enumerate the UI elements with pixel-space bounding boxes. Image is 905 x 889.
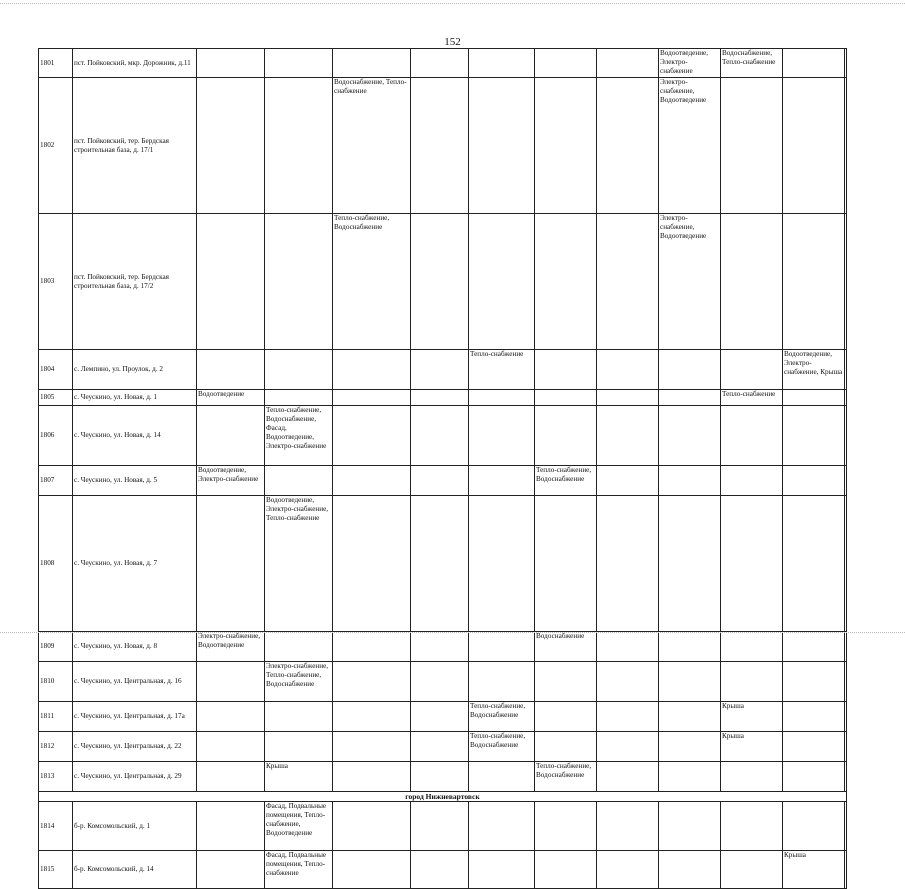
row-number: 1815 [39, 851, 73, 889]
table-body-city [39, 802, 847, 889]
work-cell [411, 406, 469, 466]
work-cell [197, 702, 265, 732]
work-cell [197, 496, 265, 632]
work-cell [783, 78, 845, 214]
work-cell [597, 762, 659, 792]
work-cell [333, 732, 411, 762]
work-cell [197, 214, 265, 350]
work-cell: Крыша [783, 851, 845, 889]
work-cell [783, 632, 845, 662]
table-body-rural [39, 49, 847, 792]
work-cell [783, 662, 845, 702]
work-cell: Водоснабжение [535, 632, 597, 662]
work-cell [845, 406, 847, 466]
work-cell: Электро-снабжение, Водоотведение [197, 632, 265, 662]
work-cell [265, 466, 333, 496]
work-cell [845, 762, 847, 792]
table-section-city [39, 792, 847, 802]
work-cell [721, 78, 783, 214]
row-number: 1804 [39, 350, 73, 390]
work-cell [721, 632, 783, 662]
work-cell [845, 214, 847, 350]
work-cell [845, 78, 847, 214]
work-cell [721, 496, 783, 632]
row-number: 1814 [39, 802, 73, 851]
work-cell [411, 496, 469, 632]
work-cell [197, 732, 265, 762]
table-row [39, 78, 847, 214]
work-cell [783, 390, 845, 406]
work-cell [265, 78, 333, 214]
work-cell: Водоснабжение, Тепло-снабжение [721, 49, 783, 78]
section-heading-row [39, 792, 847, 802]
work-cell [597, 496, 659, 632]
work-cell [411, 632, 469, 662]
work-cell [721, 762, 783, 792]
row-address: с. Чеускино, ул. Центральная, д. 29 [73, 762, 197, 792]
work-cell [333, 762, 411, 792]
work-cell [845, 49, 847, 78]
work-cell [535, 350, 597, 390]
row-address: пст. Пойковский, тер. Бердская строительная база, д. 17/2 [73, 214, 197, 350]
work-cell [333, 662, 411, 702]
work-cell [333, 406, 411, 466]
row-number: 1807 [39, 466, 73, 496]
work-cell [535, 496, 597, 632]
work-cell [845, 632, 847, 662]
work-cell [535, 78, 597, 214]
work-cell [333, 350, 411, 390]
work-cell [411, 49, 469, 78]
work-cell [469, 78, 535, 214]
repair-schedule-table [38, 48, 847, 889]
work-cell [265, 702, 333, 732]
work-cell [535, 802, 597, 851]
row-address: пст. Пойковский, тер. Бердская строительная база, д. 17/1 [73, 78, 197, 214]
work-cell [845, 466, 847, 496]
work-cell [597, 466, 659, 496]
table-row [39, 762, 847, 792]
work-cell [845, 702, 847, 732]
scan-edge-top [0, 3, 905, 5]
page-number: 152 [444, 36, 461, 48]
table-row [39, 732, 847, 762]
work-cell [597, 214, 659, 350]
work-cell [721, 214, 783, 350]
row-number: 1808 [39, 496, 73, 632]
work-cell [469, 496, 535, 632]
work-cell [597, 802, 659, 851]
work-cell: Фасад, Подвальные помещения, Тепло-снабжение, Водоотведение [265, 802, 333, 851]
row-address: с. Чеускино, ул. Новая, д. 1 [73, 390, 197, 406]
table-row [39, 802, 847, 851]
work-cell: Электро-снабжение, Водоотведение [659, 78, 721, 214]
table-row [39, 496, 847, 632]
work-cell [659, 406, 721, 466]
work-cell [265, 214, 333, 350]
work-cell: Водоотведение, Электро-снабжение, Крыша [783, 350, 845, 390]
row-number: 1805 [39, 390, 73, 406]
work-cell [783, 762, 845, 792]
work-cell [197, 662, 265, 702]
row-address: с. Чеускино, ул. Центральная, д. 17а [73, 702, 197, 732]
work-cell [197, 802, 265, 851]
table-row [39, 851, 847, 889]
work-cell [469, 632, 535, 662]
row-number: 1812 [39, 732, 73, 762]
work-cell [659, 466, 721, 496]
work-cell: Водоснабжение, Тепло-снабжение [333, 78, 411, 214]
work-cell [197, 851, 265, 889]
work-cell [469, 802, 535, 851]
row-number: 1811 [39, 702, 73, 732]
row-number: 1813 [39, 762, 73, 792]
work-cell [333, 49, 411, 78]
work-cell [469, 214, 535, 350]
table-row [39, 390, 847, 406]
work-cell [469, 851, 535, 889]
work-cell [469, 406, 535, 466]
work-cell [597, 851, 659, 889]
work-cell [469, 49, 535, 78]
work-cell [783, 466, 845, 496]
work-cell [597, 732, 659, 762]
work-cell [783, 732, 845, 762]
work-cell [659, 702, 721, 732]
table-row [39, 49, 847, 78]
work-cell [659, 662, 721, 702]
row-number: 1803 [39, 214, 73, 350]
table-row [39, 350, 847, 390]
work-cell [535, 49, 597, 78]
row-number: 1801 [39, 49, 73, 78]
work-cell: Тепло-снабжение, Водоснабжение [535, 762, 597, 792]
work-cell [197, 78, 265, 214]
work-cell [845, 732, 847, 762]
work-cell [411, 702, 469, 732]
work-cell [783, 49, 845, 78]
row-address: с. Чеускино, ул. Новая, д. 7 [73, 496, 197, 632]
work-cell [469, 466, 535, 496]
row-address: с. Чеускино, ул. Новая, д. 14 [73, 406, 197, 466]
work-cell: Тепло-снабжение, Водоснабжение [469, 702, 535, 732]
work-cell [265, 350, 333, 390]
row-address: б-р. Комсомольский, д. 1 [73, 802, 197, 851]
row-number: 1806 [39, 406, 73, 466]
row-number: 1802 [39, 78, 73, 214]
row-address: с. Чеускино, ул. Новая, д. 8 [73, 632, 197, 662]
work-cell [659, 851, 721, 889]
work-cell [197, 350, 265, 390]
table-row [39, 214, 847, 350]
work-cell [333, 702, 411, 732]
work-cell [845, 802, 847, 851]
work-cell [411, 466, 469, 496]
table-row [39, 702, 847, 732]
work-cell [411, 762, 469, 792]
work-cell [597, 78, 659, 214]
work-cell [659, 350, 721, 390]
work-cell [333, 466, 411, 496]
work-cell: Водоотведение, Электро-снабжение [197, 466, 265, 496]
row-address: пст. Пойковский, мкр. Дорожник, д.11 [73, 49, 197, 78]
work-cell [265, 632, 333, 662]
work-cell [721, 802, 783, 851]
row-number: 1809 [39, 632, 73, 662]
row-address: с. Чеускино, ул. Новая, д. 5 [73, 466, 197, 496]
work-cell [411, 662, 469, 702]
work-cell [535, 406, 597, 466]
work-cell [597, 49, 659, 78]
work-cell: Водоотведение [197, 390, 265, 406]
work-cell [469, 390, 535, 406]
work-cell [411, 802, 469, 851]
work-cell: Крыша [721, 732, 783, 762]
work-cell [845, 662, 847, 702]
work-cell [659, 762, 721, 792]
work-cell [659, 632, 721, 662]
work-cell: Крыша [265, 762, 333, 792]
work-cell [411, 732, 469, 762]
work-cell: Тепло-снабжение, Водоснабжение [469, 732, 535, 762]
work-cell [783, 406, 845, 466]
work-cell: Тепло-снабжение, Водоснабжение [333, 214, 411, 350]
work-cell: Водоотведение, Электро-снабжение, Тепло-снабжение [265, 496, 333, 632]
row-address: с. Чеускино, ул. Центральная, д. 22 [73, 732, 197, 762]
table-row [39, 466, 847, 496]
work-cell [535, 662, 597, 702]
work-cell [659, 802, 721, 851]
work-cell: Фасад, Подвальные помещения, Тепло-снабжение [265, 851, 333, 889]
work-cell [721, 406, 783, 466]
work-cell [597, 406, 659, 466]
work-cell [411, 78, 469, 214]
work-cell: Водоотведение, Электро-снабжение [659, 49, 721, 78]
work-cell [333, 390, 411, 406]
work-cell [411, 851, 469, 889]
work-cell [469, 662, 535, 702]
work-cell [721, 662, 783, 702]
work-cell [411, 390, 469, 406]
work-cell: Тепло-снабжение, Водоснабжение, Фасад, Водоотведение, Электро-снабжение [265, 406, 333, 466]
work-cell [845, 350, 847, 390]
row-number: 1810 [39, 662, 73, 702]
table-row [39, 662, 847, 702]
work-cell [535, 214, 597, 350]
work-cell: Крыша [721, 702, 783, 732]
work-cell [783, 496, 845, 632]
work-cell [333, 851, 411, 889]
work-cell [333, 496, 411, 632]
work-cell: Тепло-снабжение, Водоснабжение [535, 466, 597, 496]
work-cell: Тепло-снабжение [721, 390, 783, 406]
work-cell [659, 496, 721, 632]
row-address: б-р. Комсомольский, д. 14 [73, 851, 197, 889]
work-cell [469, 762, 535, 792]
work-cell [265, 390, 333, 406]
work-cell [721, 851, 783, 889]
work-cell [845, 390, 847, 406]
work-cell: Тепло-снабжение [469, 350, 535, 390]
work-cell [597, 632, 659, 662]
scan-edge-bottom [0, 632, 905, 634]
work-cell [783, 702, 845, 732]
table-row [39, 632, 847, 662]
work-cell [265, 49, 333, 78]
work-cell [721, 350, 783, 390]
work-cell [411, 350, 469, 390]
section-heading: город Нижневартовск [39, 792, 847, 802]
work-cell [535, 732, 597, 762]
work-cell [333, 802, 411, 851]
work-cell [411, 214, 469, 350]
work-cell [535, 390, 597, 406]
row-address: с. Чеускино, ул. Центральная, д. 16 [73, 662, 197, 702]
work-cell [659, 732, 721, 762]
work-cell [265, 732, 333, 762]
work-cell [197, 49, 265, 78]
work-cell [783, 802, 845, 851]
work-cell [197, 406, 265, 466]
work-cell [783, 214, 845, 350]
work-cell [333, 632, 411, 662]
work-cell [845, 851, 847, 889]
work-cell [845, 496, 847, 632]
work-cell: Электро-снабжение, Водоотведение [659, 214, 721, 350]
work-cell [535, 851, 597, 889]
work-cell [597, 662, 659, 702]
table-row [39, 406, 847, 466]
work-cell [659, 390, 721, 406]
work-cell [197, 762, 265, 792]
work-cell [597, 390, 659, 406]
work-cell [597, 702, 659, 732]
work-cell [597, 350, 659, 390]
work-cell [535, 702, 597, 732]
row-address: с. Лемпино, ул. Проулок, д. 2 [73, 350, 197, 390]
work-cell: Электро-снабжение, Тепло-снабжение, Водоснабжение [265, 662, 333, 702]
work-cell [721, 466, 783, 496]
